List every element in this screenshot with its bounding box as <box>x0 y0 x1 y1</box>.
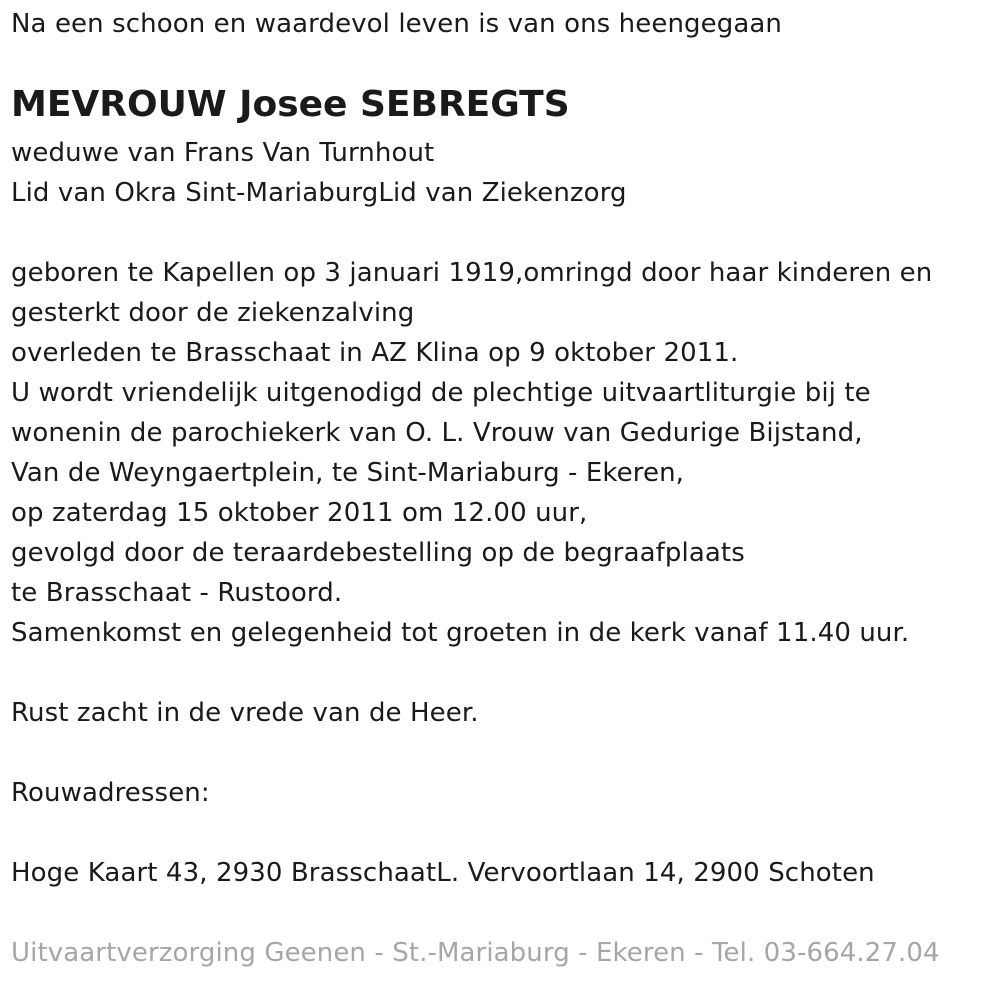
deceased-name: MEVROUW Josee SEBREGTS <box>11 84 570 125</box>
intro-text: Na een schoon en waardevol leven is van ons heengegaan <box>11 9 782 39</box>
addresses-label: Rouwadressen: <box>11 778 210 808</box>
body-line: gesterkt door de ziekenzalving <box>11 298 415 328</box>
body-line: overleden te Brasschaat in AZ Klina op 9 oktober 2011. <box>11 338 739 368</box>
body-line: U wordt vriendelijk uitgenodigd de plechtige uitvaartliturgie bij te <box>11 378 871 408</box>
footer-text: Uitvaartverzorging Geenen - St.-Mariaburg - Ekeren - Tel. 03-664.27.04 <box>11 938 940 968</box>
body-line: wonenin de parochiekerk van O. L. Vrouw van Gedurige Bijstand, <box>11 418 863 448</box>
body-line: geboren te Kapellen op 3 januari 1919,omringd door haar kinderen en <box>11 258 933 288</box>
body-line: gevolgd door de teraardebestelling op de begraafplaats <box>11 538 745 568</box>
closing-text: Rust zacht in de vrede van de Heer. <box>11 698 479 728</box>
body-line: op zaterdag 15 oktober 2011 om 12.00 uur, <box>11 498 588 528</box>
body-line: te Brasschaat - Rustoord. <box>11 578 343 608</box>
widow-line: weduwe van Frans Van Turnhout <box>11 138 435 168</box>
body-line: Samenkomst en gelegenheid tot groeten in de kerk vanaf 11.40 uur. <box>11 618 910 648</box>
membership-line: Lid van Okra Sint-MariaburgLid van Ziekenzorg <box>11 178 627 208</box>
body-line: Van de Weyngaertplein, te Sint-Mariaburg - Ekeren, <box>11 458 685 488</box>
addresses-text: Hoge Kaart 43, 2930 BrasschaatL. Vervoortlaan 14, 2900 Schoten <box>11 858 875 888</box>
